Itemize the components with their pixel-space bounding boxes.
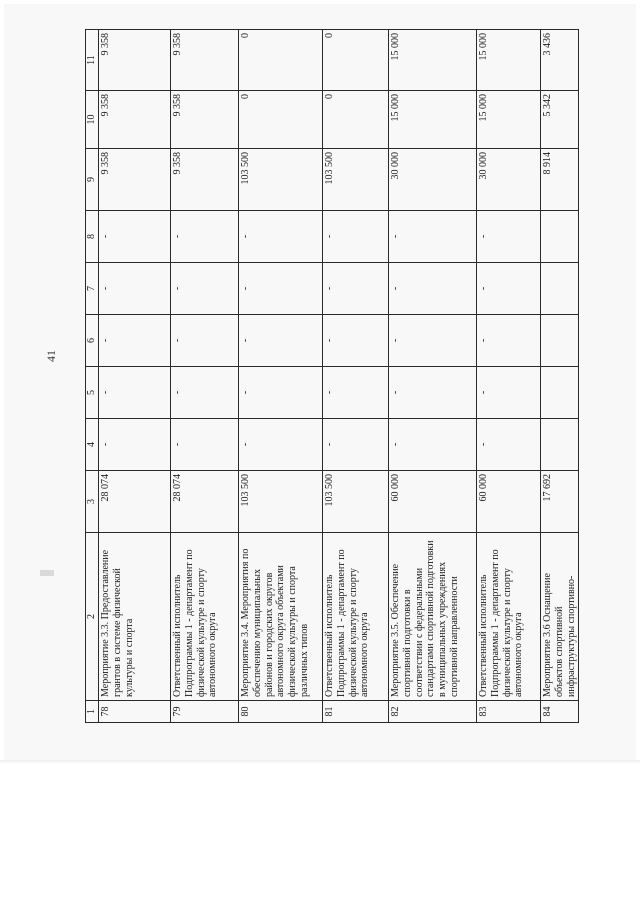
cell-c10: 0 bbox=[323, 91, 389, 149]
cell-c7: - bbox=[171, 263, 239, 315]
cell-c4: - bbox=[171, 419, 239, 471]
cell-c5 bbox=[541, 367, 579, 419]
cell-c3: 17 692 bbox=[541, 471, 579, 533]
cell-c6: - bbox=[239, 315, 323, 367]
scan-smudge bbox=[40, 570, 54, 576]
cell-c3: 60 000 bbox=[389, 471, 477, 533]
cell-c10: 15 000 bbox=[389, 91, 477, 149]
budget-table-rotated bbox=[85, 30, 577, 723]
cell-desc: Ответственный исполнитель Подпрограммы 1 - департамент по физической культуре и спорту автономного округа bbox=[323, 533, 389, 701]
cell-n: 80 bbox=[239, 701, 323, 723]
cell-c10: 15 000 bbox=[477, 91, 541, 149]
cell-c9: 8 914 bbox=[541, 149, 579, 211]
cell-c7: - bbox=[239, 263, 323, 315]
cell-c11: 15 000 bbox=[389, 30, 477, 91]
cell-c9: 30 000 bbox=[389, 149, 477, 211]
table-row bbox=[389, 30, 477, 723]
table-row bbox=[323, 30, 389, 723]
cell-desc: Ответственный исполнитель Подпрограммы 1 - департамент по физической культуре и спорту автономного округа bbox=[171, 533, 239, 701]
cell-c6 bbox=[541, 315, 579, 367]
column-header-7: 7 bbox=[86, 263, 99, 315]
cell-n: 81 bbox=[323, 701, 389, 723]
cell-n: 83 bbox=[477, 701, 541, 723]
cell-n: 79 bbox=[171, 701, 239, 723]
cell-c11: 9 358 bbox=[171, 30, 239, 91]
cell-c8: - bbox=[239, 211, 323, 263]
cell-desc: Ответственный исполнитель Подпрограммы 1 - департамент по физической культуре и спорту автономного округа bbox=[477, 533, 541, 701]
cell-c5: - bbox=[323, 367, 389, 419]
table-row bbox=[541, 30, 579, 723]
column-header-1: 1 bbox=[86, 701, 99, 723]
cell-c8: - bbox=[477, 211, 541, 263]
cell-c4: - bbox=[477, 419, 541, 471]
cell-c5: - bbox=[477, 367, 541, 419]
cell-c8: - bbox=[389, 211, 477, 263]
column-header-8: 8 bbox=[86, 211, 99, 263]
cell-c11: 9 358 bbox=[99, 30, 171, 91]
cell-n: 84 bbox=[541, 701, 579, 723]
cell-c6: - bbox=[323, 315, 389, 367]
cell-c7: - bbox=[99, 263, 171, 315]
table-header-row bbox=[86, 30, 99, 723]
cell-c10: 5 342 bbox=[541, 91, 579, 149]
cell-c8: - bbox=[99, 211, 171, 263]
column-header-4: 4 bbox=[86, 419, 99, 471]
cell-c11: 3 436 bbox=[541, 30, 579, 91]
budget-table bbox=[85, 29, 579, 723]
cell-desc: Мероприятие 3.3. Предоставление грантов в системе физической культуры и спорта bbox=[99, 533, 171, 701]
cell-c8 bbox=[541, 211, 579, 263]
scan-edge bbox=[0, 760, 640, 764]
page-number: 41 bbox=[44, 350, 58, 362]
column-header-10: 10 bbox=[86, 91, 99, 149]
cell-n: 82 bbox=[389, 701, 477, 723]
cell-c4: - bbox=[99, 419, 171, 471]
cell-c7: - bbox=[389, 263, 477, 315]
cell-c5: - bbox=[171, 367, 239, 419]
cell-c4 bbox=[541, 419, 579, 471]
cell-c4: - bbox=[389, 419, 477, 471]
cell-c6: - bbox=[99, 315, 171, 367]
cell-c6: - bbox=[389, 315, 477, 367]
cell-c9: 30 000 bbox=[477, 149, 541, 211]
cell-c9: 103 500 bbox=[323, 149, 389, 211]
cell-c6: - bbox=[477, 315, 541, 367]
cell-c11: 0 bbox=[323, 30, 389, 91]
cell-c4: - bbox=[239, 419, 323, 471]
cell-c3: 28 074 bbox=[99, 471, 171, 533]
table-row bbox=[99, 30, 171, 723]
cell-c6: - bbox=[171, 315, 239, 367]
column-header-9: 9 bbox=[86, 149, 99, 211]
cell-c10: 9 358 bbox=[171, 91, 239, 149]
column-header-3: 3 bbox=[86, 471, 99, 533]
cell-desc: Мероприятие 3.5. Обеспечение спортивной подготовки в соответствии с федеральными стандартами спортивной подготовки в муниципальных учреждениях спортивной направленности bbox=[389, 533, 477, 701]
table-row bbox=[477, 30, 541, 723]
column-header-11: 11 bbox=[86, 30, 99, 91]
cell-c3: 60 000 bbox=[477, 471, 541, 533]
table-row bbox=[171, 30, 239, 723]
cell-c5: - bbox=[389, 367, 477, 419]
cell-c8: - bbox=[323, 211, 389, 263]
cell-c3: 103 500 bbox=[239, 471, 323, 533]
cell-c8: - bbox=[171, 211, 239, 263]
column-header-6: 6 bbox=[86, 315, 99, 367]
cell-c10: 0 bbox=[239, 91, 323, 149]
cell-c3: 28 074 bbox=[171, 471, 239, 533]
column-header-2: 2 bbox=[86, 533, 99, 701]
column-header-5: 5 bbox=[86, 367, 99, 419]
cell-c4: - bbox=[323, 419, 389, 471]
cell-c7 bbox=[541, 263, 579, 315]
cell-c5: - bbox=[239, 367, 323, 419]
cell-c11: 15 000 bbox=[477, 30, 541, 91]
cell-n: 78 bbox=[99, 701, 171, 723]
cell-c7: - bbox=[323, 263, 389, 315]
cell-c9: 9 358 bbox=[99, 149, 171, 211]
cell-c5: - bbox=[99, 367, 171, 419]
cell-c9: 103 500 bbox=[239, 149, 323, 211]
cell-c7: - bbox=[477, 263, 541, 315]
cell-desc: Мероприятие 3.4. Мероприятия по обеспечению муниципальных районов и городских округов автономного округа объектами физической культуры и спорта различных типов bbox=[239, 533, 323, 701]
cell-c10: 9 358 bbox=[99, 91, 171, 149]
cell-c11: 0 bbox=[239, 30, 323, 91]
cell-c9: 9 358 bbox=[171, 149, 239, 211]
table-row bbox=[239, 30, 323, 723]
cell-desc: Мероприятие 3.6 Оснащение объектов спортивной инфраструктуры спортивно- bbox=[541, 533, 579, 701]
cell-c3: 103 500 bbox=[323, 471, 389, 533]
